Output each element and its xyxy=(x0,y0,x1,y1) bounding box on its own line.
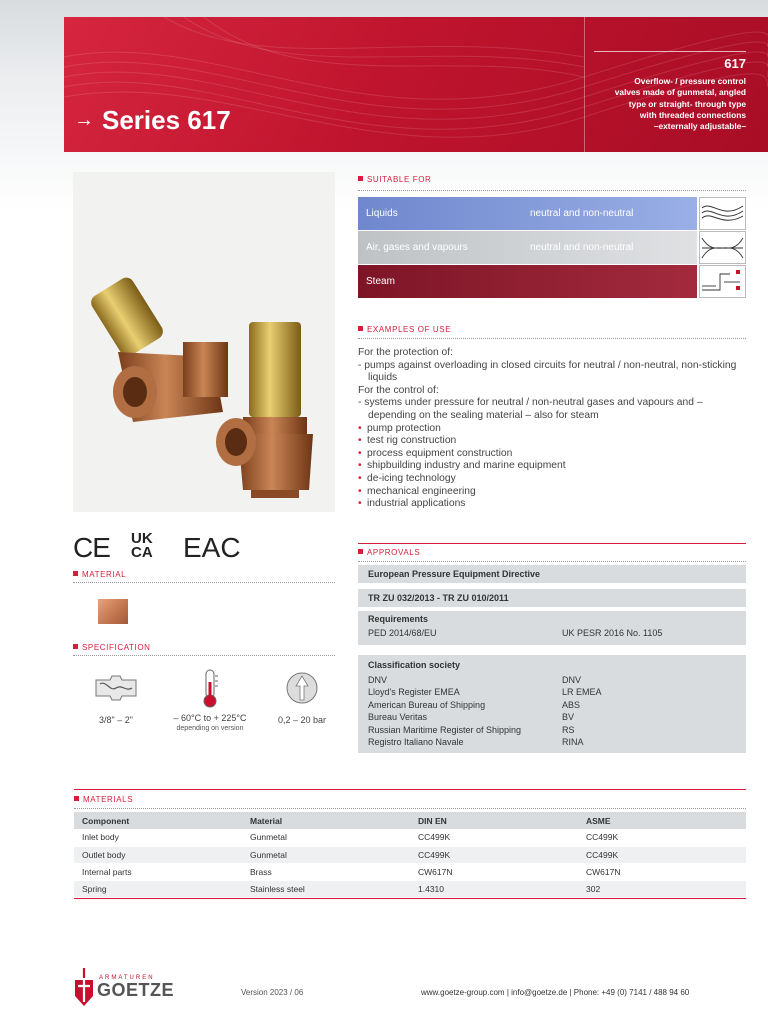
list-item: • process equipment construction xyxy=(358,448,748,461)
table-header-row xyxy=(74,812,746,829)
table-cell: Gunmetal xyxy=(242,829,410,846)
section-label: SUITABLE FOR xyxy=(367,175,432,184)
certification-marks xyxy=(73,530,241,564)
table-cell: CC499K xyxy=(578,846,746,863)
divider xyxy=(73,655,335,656)
table-cell: Internal parts xyxy=(74,863,242,880)
approval-directive xyxy=(358,565,746,583)
column-header: Material xyxy=(242,812,410,829)
suitable-medium: Liquids xyxy=(366,208,398,219)
product-photo xyxy=(73,172,335,512)
list-item: • shipbuilding industry and marine equipment xyxy=(358,460,748,473)
column-header: ASME xyxy=(578,812,746,829)
table-cell: CC499K xyxy=(410,846,578,863)
society-name: Bureau Veritas xyxy=(368,712,428,722)
logo-subtext: ARMATUREN xyxy=(99,975,155,981)
approval-tr-text: TR ZU 032/2013 - TR ZU 010/2011 xyxy=(368,593,509,603)
society-code: BV xyxy=(562,712,575,722)
description-line: –externally adjustable– xyxy=(653,121,746,132)
divider xyxy=(358,338,746,339)
section-label: APPROVALS xyxy=(367,548,421,557)
column-header: DIN EN xyxy=(410,812,578,829)
thermometer-icon xyxy=(199,668,221,708)
society-code: RS xyxy=(562,724,575,735)
description-line: Overflow- / pressure control xyxy=(634,76,746,86)
requirements-label: Requirements xyxy=(368,614,429,624)
valve-illustration xyxy=(73,172,335,512)
table-cell: CC499K xyxy=(410,829,578,846)
table-row xyxy=(74,880,746,897)
materials-top-rule xyxy=(74,789,746,790)
table-cell: Inlet body xyxy=(74,829,242,846)
table-row xyxy=(74,829,746,846)
table-row xyxy=(74,863,746,880)
gas-flow-icon xyxy=(699,231,746,264)
ukca-mark-text: UK CA xyxy=(131,530,153,561)
table-cell: Spring xyxy=(74,880,242,897)
ukca-mark-icon xyxy=(131,532,167,560)
pressure-gauge-icon xyxy=(285,670,319,706)
pipe-connection-icon xyxy=(94,670,138,706)
approval-requirements xyxy=(358,611,746,645)
list-item: • mechanical engineering xyxy=(358,486,748,499)
liquids-flow-icon xyxy=(699,197,746,230)
section-label: SPECIFICATION xyxy=(82,643,151,652)
classification-label: Classification society xyxy=(368,660,461,670)
series-number: 617 xyxy=(724,56,746,71)
suitable-row-steam xyxy=(358,265,697,298)
contact-info[interactable]: www.goetze-group.com | info@goetze.de | Phone: +49 (0) 7141 / 488 94 60 xyxy=(421,988,690,997)
table-cell: CC499K xyxy=(578,829,746,846)
eac-mark-icon: EAC xyxy=(183,532,241,563)
spec-size xyxy=(76,670,156,725)
page-title-text: Series 617 xyxy=(102,105,231,135)
suitable-medium: Air, gases and vapours xyxy=(366,242,468,253)
spec-temperature-note: depending on version xyxy=(176,725,244,732)
section-label: MATERIALS xyxy=(83,795,134,804)
ce-mark-icon: CE xyxy=(73,532,110,563)
section-suitable-header xyxy=(358,175,431,184)
list-item: • test rig construction xyxy=(358,435,748,448)
description-line: type or straight- through type xyxy=(628,98,746,109)
approval-classification xyxy=(358,655,746,753)
table-cell: Gunmetal xyxy=(242,846,410,863)
approvals-top-rule xyxy=(358,543,746,544)
spec-temperature-label: – 60°C to + 225°C xyxy=(173,713,247,723)
version-label: Version 2023 / 06 xyxy=(241,988,304,997)
spec-temperature xyxy=(163,668,257,732)
table-cell: CW617N xyxy=(578,863,746,880)
examples-control-item: - systems under pressure for neutral / non-neutral gases and vapours and – depending on the sealing material – also for steam xyxy=(358,397,703,421)
column-header: Component xyxy=(74,812,242,829)
requirement-item: PED 2014/68/EU xyxy=(368,628,437,638)
society-code: RINA xyxy=(562,737,584,747)
description-line: with threaded connections xyxy=(639,109,746,120)
suitable-row-liquids xyxy=(358,197,697,230)
examples-bullet-list xyxy=(358,423,748,511)
suitable-type: neutral and non-neutral xyxy=(530,208,634,219)
materials-table xyxy=(74,812,746,898)
society-name: Registro Italiano Navale xyxy=(368,737,464,747)
spec-size-label: 3/8" – 2" xyxy=(99,715,133,725)
examples-of-use xyxy=(358,347,748,511)
suitable-row-gases xyxy=(358,231,697,264)
society-code: ABS xyxy=(562,699,581,710)
material-swatch xyxy=(98,599,128,624)
section-approvals-header xyxy=(358,548,420,557)
list-item: • industrial applications xyxy=(358,498,748,511)
suitable-medium: Steam xyxy=(366,276,395,287)
section-label: MATERIAL xyxy=(82,570,127,579)
steam-flow-icon xyxy=(699,265,746,298)
society-code: DNV xyxy=(562,674,582,685)
divider xyxy=(358,190,746,191)
examples-control-label: For the control of: xyxy=(358,384,439,396)
goetze-logo xyxy=(73,964,183,1012)
approval-tr xyxy=(358,589,746,607)
table-cell: 1.4310 xyxy=(410,880,578,897)
society-name: DNV xyxy=(368,674,388,685)
society-name: American Bureau of Shipping xyxy=(368,699,486,710)
section-material-header xyxy=(73,570,126,579)
requirements-values xyxy=(368,628,736,638)
table-cell: CW617N xyxy=(410,863,578,880)
table-row xyxy=(74,846,746,863)
logo-text: GOETZE xyxy=(97,980,175,1000)
examples-protection-item: - pumps against overloading in closed circuits for neutral / non-neutral, non-sticking liquids xyxy=(358,359,737,384)
table-cell: Stainless steel xyxy=(242,880,410,897)
section-specification-header xyxy=(73,643,151,652)
suitable-type: neutral and non-neutral xyxy=(530,242,634,253)
page-title xyxy=(74,105,231,136)
divider xyxy=(358,561,746,562)
materials-bottom-rule xyxy=(74,898,746,899)
section-materials-header xyxy=(74,795,133,804)
society-name: Lloyd's Register EMEA xyxy=(368,687,460,697)
series-description xyxy=(594,76,746,132)
examples-protection-label: For the protection of: xyxy=(358,347,454,358)
list-item: • pump protection xyxy=(358,423,748,436)
banner-separator xyxy=(584,17,585,152)
section-examples-header xyxy=(358,325,451,334)
description-line: valves made of gunmetal, angled xyxy=(614,87,746,98)
table-cell: Brass xyxy=(242,863,410,880)
series-divider xyxy=(594,51,746,52)
divider xyxy=(74,808,746,809)
society-code: LR EMEA xyxy=(562,687,602,697)
requirement-item: UK PESR 2016 No. 1105 xyxy=(562,628,663,638)
header-banner xyxy=(64,17,768,152)
table-cell: Outlet body xyxy=(74,846,242,863)
classification-societies xyxy=(368,674,736,749)
society-name: Russian Maritime Register of Shipping xyxy=(368,724,522,735)
table-cell: 302 xyxy=(578,880,746,897)
arrow-right-icon: → xyxy=(74,109,94,131)
spec-pressure-label: 0,2 – 20 bar xyxy=(277,715,327,725)
divider xyxy=(73,582,335,583)
list-item: • de-icing technology xyxy=(358,473,748,486)
approval-directive-text: European Pressure Equipment Directive xyxy=(368,569,541,579)
section-label: EXAMPLES OF USE xyxy=(367,325,452,334)
spec-pressure xyxy=(262,670,342,725)
series-info xyxy=(594,51,746,132)
